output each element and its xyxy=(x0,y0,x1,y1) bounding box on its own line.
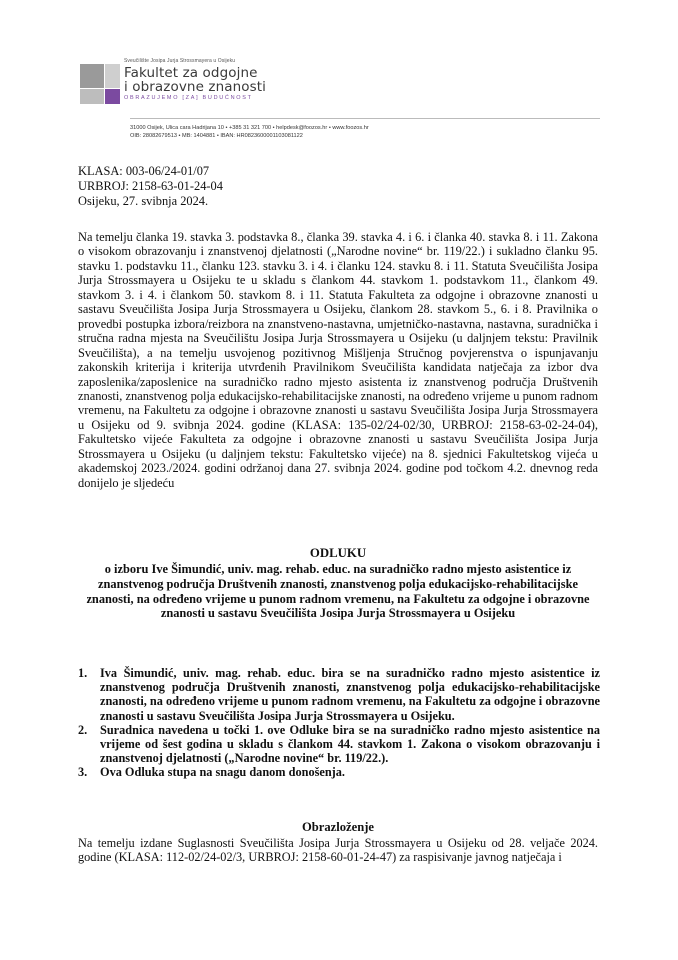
faculty-logo-icon xyxy=(80,64,120,104)
logo-square-mid xyxy=(80,89,104,104)
university-name: Sveučilište Josipa Jurja Strossmayera u Osijeku xyxy=(124,58,236,64)
intro-paragraph: Na temelju članka 19. stavka 3. podstavka 8., članka 39. stavka 4. i 6. i članka 40. stavka 8. i 11. Zakona o visokom obrazovanju i znanstvenoj djelatnosti („Narodne novine“ br. 119/22.) i sukladno članku 95. stavku 1. podstavku 11., članku 123. stavku 3. i 4. i članku 124. stavku 8. i 11. Statuta Sveučilišta Josipa Jurja Strossmayera u Osijeku te u skladu s člankom 44. stavkom 1. podstavkom 11., člankom 49. stavkom 3. i 4. i člankom 50. stavkom 8. i 11. Statuta Fakulteta za odgojne i obrazovne znanosti u sastavu Sveučilišta Josipa Jurja Strossmayera u Osijeku, člankom 28. stavkom 5., 6. i 8. Pravilnika o provedbi postupka izbora/reizbora na znanstveno-nastavna, umjetničko-nastavna, nastavna, suradnička i stručna radna mjesta na Sveučilištu Josipa Jurja Strossmayera u Osijeku (u daljnjem tekstu: Pravilnik Sveučilišta), a na temelju usvojenog pozitivnog Mišljenja Stručnog povjerenstva o ispunjavanju zakonskih kriterija i kriterija utvrđenih Pravilnikom Sveučilišta kandidata natječaja za izbor dva zaposlenika/zaposlenice na suradničko radno mjesto asistenta iz znanstvenog područja Društvenih znanosti, znanstvenog polja edukacijsko-rehabilitacijske znanosti, na određeno vrijeme u punom radnom vremenu, na Fakultetu za odgojne i obrazovne znanosti u sastavu Sveučilišta Josipa Jurja Strossmayera u Osijeku od 9. svibnja 2024. godine (KLASA: 135-02/24-02/30, URBROJ: 2158-63-02-24-04), Fakultetsko vijeće Fakulteta za odgojne i obrazovne znanosti u sastavu Sveučilišta Josipa Jurja Strossmayera u Osijeku (u daljnjem tekstu: Fakultetsko vijeće) na 8. sjednici Fakultetskog vijeća u akademskoj 2023./2024. godini održanoj dana 27. svibnja 2024. godine pod točkom 4.2. dnevnog reda donijelo je sljedeću xyxy=(78,230,598,490)
logo-square-light xyxy=(105,64,120,88)
decision-subject: o izboru Ive Šimundić, univ. mag. rehab. educ. na suradničko radno mjesto asistentice iz znanstvenog područja Društvenih znanosti, znanstvenog polja edukacijsko-rehabilitacijske znanosti, na određeno vrijeme u punom radnom vremenu, na Fakultetu za odgojne i obrazovne znanosti u sastavu Sveučilišta Josipa Jurja Strossmayera u Osijeku xyxy=(86,562,590,621)
item-text: Ova Odluka stupa na snagu danom donošenja. xyxy=(100,765,346,780)
logo-square-gray xyxy=(80,64,104,88)
list-item xyxy=(78,723,600,766)
faculty-name-line2: i obrazovne znanosti xyxy=(124,79,266,95)
contact-address-line: 31000 Osijek, Ulica cara Hadrijana 10 • +385 31 321 700 • helpdesk@foozos.hr • www.foozos.hr xyxy=(130,125,369,131)
letterhead xyxy=(80,58,600,118)
contact-info xyxy=(130,124,369,140)
letterhead-divider xyxy=(130,118,600,119)
letterhead-text xyxy=(124,58,266,101)
rationale-title: Obrazloženje xyxy=(301,820,375,834)
decision-title: ODLUKU xyxy=(309,546,367,560)
item-number: 2. xyxy=(78,722,88,737)
urbroj-number: URBROJ: 2158-63-01-24-04 xyxy=(78,179,223,193)
item-number: 1. xyxy=(78,666,88,680)
faculty-motto: OBRAZUJEMO [ZA] BUDUĆNOST xyxy=(124,95,253,101)
decision-items xyxy=(78,666,600,780)
list-item xyxy=(78,765,600,779)
faculty-name-line1: Fakultet za odgojne xyxy=(124,65,258,81)
decision-heading xyxy=(78,546,598,621)
contact-ids-line: OIB: 28082679513 • MB: 1404881 • IBAN: HR0823600001103081122 xyxy=(130,133,303,139)
rationale-paragraph: Na temelju izdane Suglasnosti Sveučilišta Josipa Jurja Strossmayera u Osijeku od 28. veljače 2024. godine (KLASA: 112-02/24-02/3, URBROJ: 2158-60-01-24-47) za raspisivanje javnog natječaja i xyxy=(78,836,598,865)
list-item xyxy=(78,666,600,723)
logo-square-purple xyxy=(105,89,120,104)
document-meta xyxy=(78,164,223,209)
item-text: Iva Šimundić, univ. mag. rehab. educ. bira se na suradničko radno mjesto asistentice iz znanstvenog područja Društvenih znanosti, znanstvenog polja edukacijsko-rehabilitacijske znanosti, na određeno vrijeme u punom radnom vremenu, na Fakultetu za odgojne i obrazovne znanosti u sastavu Sveučilišta Josipa Jurja Strossmayera u Osijeku. xyxy=(100,666,600,723)
klasa-number: KLASA: 003-06/24-01/07 xyxy=(78,164,210,178)
item-text: Suradnica navedena u točki 1. ove Odluke bira se na suradničko radno mjesto asistentice na vrijeme od šest godina u skladu s člankom 44. stavkom 1. Zakona o visokom obrazovanju i znanstvenoj djelatnosti („Narodne novine“ br. 119/22.). xyxy=(100,722,600,766)
document-date: Osijeku, 27. svibnja 2024. xyxy=(78,194,209,208)
item-number: 3. xyxy=(78,765,88,780)
